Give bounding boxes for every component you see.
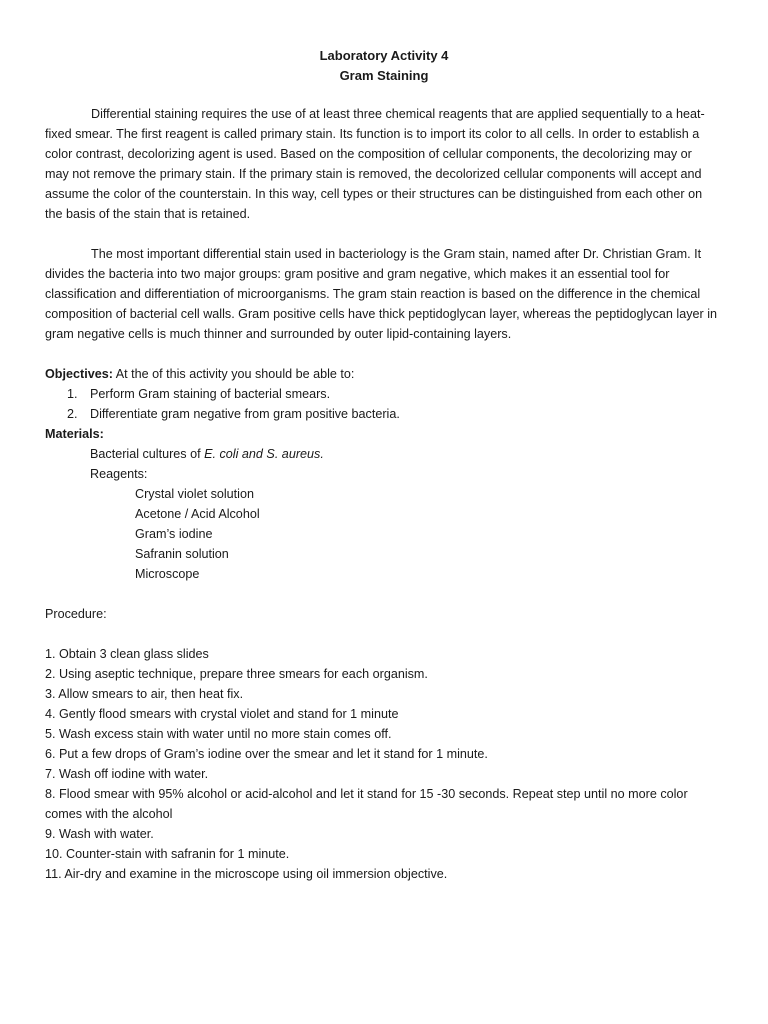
procedure-step: 9. Wash with water. <box>45 827 154 841</box>
objective-item <box>67 384 78 404</box>
objectives-intro: At the of this activity you should be able to: <box>112 367 355 381</box>
objectives-label: Objectives: <box>45 367 113 381</box>
reagent-item: Microscope <box>135 567 200 581</box>
procedure-heading: Procedure: <box>45 607 107 621</box>
materials-heading: Materials: <box>45 427 104 441</box>
procedure-step: 4. Gently flood smears with crystal violet and stand for 1 minute <box>45 707 399 721</box>
objective-text: Perform Gram staining of bacterial smears. <box>90 387 331 401</box>
reagent-item: Safranin solution <box>135 547 229 561</box>
objective-item <box>67 404 78 424</box>
reagent-item: Crystal violet solution <box>135 487 254 501</box>
intro-paragraph-1: Differential staining requires the use of at least three chemical reagents that are applied sequentially to a heat-fixed smear. The first reagent is called primary stain. Its function is to import its color to all cells. In order to establish a color contrast, decolorizing agent is used. Based on the composition of cellular components, the decolorizing may or may not remove the primary stain. If the primary stain is removed, the decolorized cellular components will accept and assume the color of the counterstain. In this way, cell types or their structures can be distinguished from each other on the basis of the stain that is retained. <box>45 107 705 221</box>
procedure-step: 10. Counter-stain with safranin for 1 minute. <box>45 847 290 861</box>
document-subtitle: Gram Staining <box>339 68 429 83</box>
procedure-step: 6. Put a few drops of Gram’s iodine over the smear and let it stand for 1 minute. <box>45 747 488 761</box>
procedure-step: 5. Wash excess stain with water until no more stain comes off. <box>45 727 392 741</box>
procedure-step: 8. Flood smear with 95% alcohol or acid-alcohol and let it stand for 15 -30 seconds. Repeat step until no more color comes with the alcohol <box>45 787 688 821</box>
cultures-organisms: E. coli and S. aureus. <box>204 447 324 461</box>
objective-text: Differentiate gram negative from gram positive bacteria. <box>90 407 400 421</box>
procedure-step: 1. Obtain 3 clean glass slides <box>45 647 209 661</box>
procedure-steps <box>45 644 717 884</box>
reagents-heading: Reagents: <box>90 467 148 481</box>
intro-paragraph-2: The most important differential stain used in bacteriology is the Gram stain, named after Dr. Christian Gram. It divides the bacteria into two major groups: gram positive and gram negative, which makes it an essential tool for classification and differentiation of microorganisms. The gram stain reaction is based on the difference in the chemical composition of bacterial cell walls. Gram positive cells have thick peptidoglycan layer, whereas the peptidoglycan layer in gram negative cells is much thinner and surrounded by outer lipid-containing layers. <box>45 247 718 341</box>
title-block <box>0 46 768 86</box>
cultures-prefix: Bacterial cultures of <box>90 447 205 461</box>
procedure-step: 7. Wash off iodine with water. <box>45 767 209 781</box>
reagent-item: Acetone / Acid Alcohol <box>135 507 260 521</box>
reagent-item: Gram’s iodine <box>135 527 213 541</box>
procedure-step: 2. Using aseptic technique, prepare three smears for each organism. <box>45 667 428 681</box>
objectives-heading <box>45 364 354 384</box>
objective-number: 2. <box>67 407 78 421</box>
procedure-step: 11. Air-dry and examine in the microscope using oil immersion objective. <box>45 867 448 881</box>
bacterial-cultures-line <box>90 444 324 464</box>
document-title: Laboratory Activity 4 <box>319 48 449 63</box>
procedure-step: 3. Allow smears to air, then heat fix. <box>45 687 244 701</box>
objective-number: 1. <box>67 387 78 401</box>
